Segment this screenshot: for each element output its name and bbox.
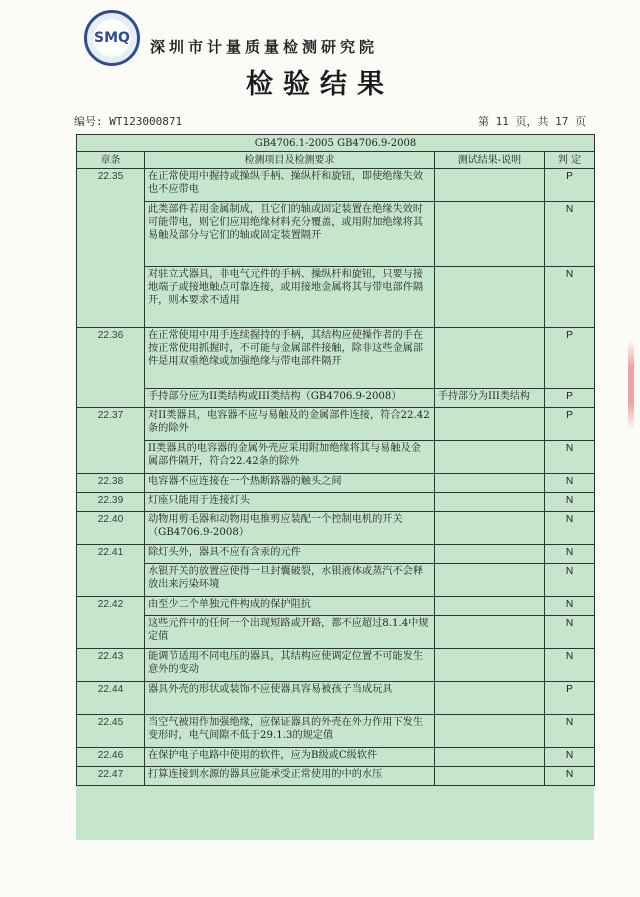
report-number: 编号: WT123000871: [74, 115, 183, 128]
verdict-cell: N: [545, 616, 595, 649]
requirement-cell: 在保护电子电路中使用的软件，应为B级或C级软件: [145, 748, 435, 767]
clause-cell: 22.39: [77, 493, 145, 512]
table-row: [77, 545, 595, 564]
clause-cell: 22.44: [77, 682, 145, 715]
column-header-row: [77, 152, 595, 169]
clause-cell: 22.36: [77, 328, 145, 408]
verdict-cell: P: [545, 682, 595, 715]
result-cell: [435, 408, 545, 441]
result-cell: [435, 682, 545, 715]
header-result: 测试结果-说明: [435, 152, 545, 169]
requirement-cell: 对驻立式器具，非电气元件的手柄、操纵杆和旋钮，只要与接地端子或接地触点可靠连接，或用接地金属将其与带电部件隔开，则本要求不适用: [145, 267, 435, 328]
result-cell: [435, 328, 545, 389]
table-row: [77, 389, 595, 408]
verdict-cell: P: [545, 408, 595, 441]
table-row: [77, 649, 595, 682]
result-cell: [435, 616, 545, 649]
table-row: [77, 267, 595, 328]
requirement-cell: 在正常使用中用手连续握持的手柄，其结构应使操作者的手在按正常使用抓握时，不可能与金属部件接触，除非这些金属部件是用双重绝缘或加强绝缘与带电部件隔开: [145, 328, 435, 389]
table-row: [77, 493, 595, 512]
table-row: [77, 748, 595, 767]
clause-cell: 22.42: [77, 597, 145, 649]
result-cell: [435, 441, 545, 474]
clause-cell: 22.41: [77, 545, 145, 597]
requirement-cell: 当空气被用作加强绝缘，应保证器具的外壳在外力作用下发生变形时，电气间隙不低于29.1.3的规定值: [145, 715, 435, 748]
requirement-cell: 电容器不应连接在一个热断路器的触头之间: [145, 474, 435, 493]
result-cell: [435, 474, 545, 493]
requirement-cell: 能调节适用不同电压的器具，其结构应使调定位置不可能发生意外的变动: [145, 649, 435, 682]
header-verdict: 判 定: [545, 152, 595, 169]
table-row: [77, 715, 595, 748]
clause-cell: 22.37: [77, 408, 145, 474]
table-row: [77, 202, 595, 267]
verdict-cell: N: [545, 649, 595, 682]
requirement-cell: 由至少二个单独元件构成的保护阻抗: [145, 597, 435, 616]
inspection-results-table: [76, 134, 595, 786]
requirement-cell: 水银开关的放置应使得一旦封囊破裂，水银液体或蒸汽不会释放出来污染环境: [145, 564, 435, 597]
table-row: [77, 682, 595, 715]
table-row: [77, 616, 595, 649]
verdict-cell: P: [545, 328, 595, 389]
table-row: [77, 169, 595, 202]
result-cell: [435, 545, 545, 564]
table-row: [77, 328, 595, 389]
seal-edge-mark: [628, 340, 634, 430]
institute-logo: SMQ: [84, 10, 140, 66]
table-row: [77, 767, 595, 786]
verdict-cell: P: [545, 169, 595, 202]
requirement-cell: 灯座只能用于连接灯头: [145, 493, 435, 512]
document-title: 检验结果: [246, 69, 394, 100]
requirement-cell: 这些元件中的任何一个出现短路或开路，都不应超过8.1.4中规定值: [145, 616, 435, 649]
verdict-cell: N: [545, 748, 595, 767]
clause-cell: 22.40: [77, 512, 145, 545]
result-cell: [435, 715, 545, 748]
requirement-cell: 器具外壳的形状或装饰不应使器具容易被孩子当成玩具: [145, 682, 435, 715]
table-row: [77, 474, 595, 493]
verdict-cell: P: [545, 389, 595, 408]
table-row: [77, 597, 595, 616]
verdict-cell: N: [545, 564, 595, 597]
result-cell: 手持部分为III类结构: [435, 389, 545, 408]
result-cell: [435, 267, 545, 328]
requirement-cell: 动物用剪毛器和动物用电推剪应装配一个控制电机的开关（GB4706.9-2008）: [145, 512, 435, 545]
result-cell: [435, 597, 545, 616]
result-cell: [435, 767, 545, 786]
clause-cell: 22.38: [77, 474, 145, 493]
verdict-cell: N: [545, 512, 595, 545]
verdict-cell: N: [545, 474, 595, 493]
result-cell: [435, 748, 545, 767]
table-row: [77, 512, 595, 545]
result-cell: [435, 202, 545, 267]
clause-cell: 22.43: [77, 649, 145, 682]
organization-name: 深圳市计量质量检测研究院: [150, 38, 379, 56]
table-row: [77, 408, 595, 441]
verdict-cell: N: [545, 493, 595, 512]
table-row: [77, 564, 595, 597]
table-row: [77, 441, 595, 474]
clause-cell: 22.47: [77, 767, 145, 786]
standard-reference: GB4706.1-2005 GB4706.9-2008: [77, 135, 595, 152]
header-item: 检测项目及检测要求: [145, 152, 435, 169]
standard-row: [77, 135, 595, 152]
result-cell: [435, 493, 545, 512]
requirement-cell: 此类部件若用金属制成，且它们的轴或固定装置在绝缘失效时可能带电，则它们应用绝缘材料充分覆盖，或用附加绝缘将其易触及部分与它们的轴或固定装置隔开: [145, 202, 435, 267]
verdict-cell: N: [545, 267, 595, 328]
clause-cell: 22.46: [77, 748, 145, 767]
requirement-cell: 除灯头外，器具不应有含汞的元件: [145, 545, 435, 564]
result-cell: [435, 564, 545, 597]
page-number: 第 11 页，共 17 页: [478, 115, 586, 128]
verdict-cell: N: [545, 597, 595, 616]
requirement-cell: 在正常使用中握持或操纵手柄、操纵杆和旋钮，即使绝缘失效也不应带电: [145, 169, 435, 202]
requirement-cell: II类器具的电容器的金属外壳应采用附加绝缘将其与易触及金属部件隔开，符合22.42条的除外: [145, 441, 435, 474]
requirement-cell: 打算连接到水源的器具应能承受正常使用的中的水压: [145, 767, 435, 786]
result-cell: [435, 169, 545, 202]
verdict-cell: N: [545, 441, 595, 474]
verdict-cell: N: [545, 715, 595, 748]
verdict-cell: N: [545, 202, 595, 267]
result-cell: [435, 649, 545, 682]
header-clause: 章条: [77, 152, 145, 169]
requirement-cell: 对II类器具，电容器不应与易触及的金属部件连接，符合22.42条的除外: [145, 408, 435, 441]
requirement-cell: 手持部分应为II类结构或III类结构（GB4706.9-2008）: [145, 389, 435, 408]
verdict-cell: N: [545, 767, 595, 786]
clause-cell: 22.35: [77, 169, 145, 328]
verdict-cell: N: [545, 545, 595, 564]
clause-cell: 22.45: [77, 715, 145, 748]
result-cell: [435, 512, 545, 545]
